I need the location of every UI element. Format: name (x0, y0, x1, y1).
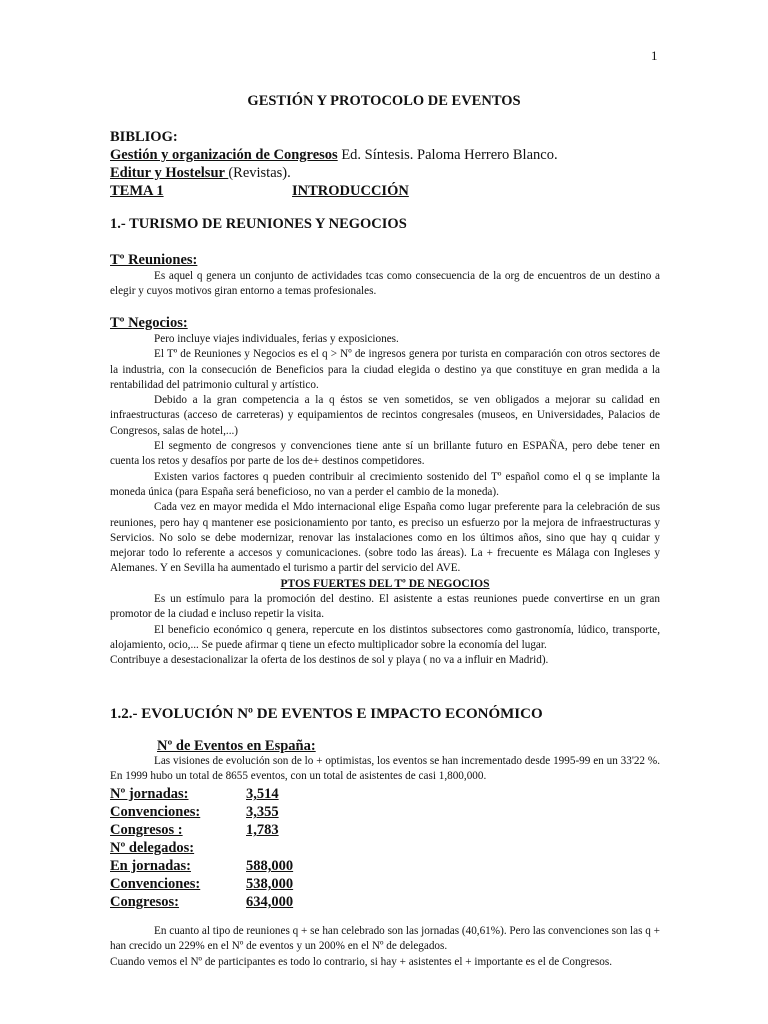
fuertes-p3: Contribuye a desestacionalizar la oferta de los destinos de sol y playa ( no va a influir en Madrid). (110, 654, 549, 667)
stats-label: Convenciones: (110, 804, 201, 820)
biblio-line-1 (110, 146, 670, 164)
stats-row (110, 875, 298, 893)
negocios-p5: Existen varios factores q pueden contribuir al crecimiento sostenido del Tº español como el q se implante la moneda única (para España será beneficioso, no van a perder el cambio de la moneda). (110, 470, 660, 498)
section1-heading: 1.- TURISMO DE REUNIONES Y NEGOCIOS (110, 216, 407, 232)
tema-row (110, 182, 670, 200)
stats-row (110, 803, 298, 821)
biblio-line-2 (110, 164, 670, 182)
biblio-magazine-title: Editur y Hostelsur (110, 165, 229, 181)
negocios-title: Tº Negocios: (110, 315, 188, 331)
biblio-book-title: Gestión y organización de Congresos (110, 147, 338, 163)
biblio-heading: BIBLIOG: (110, 129, 178, 145)
page-number: 1 (651, 48, 658, 63)
fuertes-heading: PTOS FUERTES DEL Tº DE NEGOCIOS (280, 577, 490, 590)
bibliography (110, 128, 670, 200)
stats-row (110, 857, 298, 875)
negocios-p4: El segmento de congresos y convenciones tiene ante sí un brillante futuro en ESPAÑA, pero debe tener en cuenta los retos y desafíos por parte de los de+ destinos competidores. (110, 440, 660, 468)
negocios-p1: Pero incluye viajes individuales, ferias y exposiciones. (154, 333, 399, 345)
page-title: GESTIÓN Y PROTOCOLO DE EVENTOS (247, 93, 521, 109)
events-paragraph (110, 754, 660, 785)
negocios-p2: El Tº de Reuniones y Negocios es el q > Nº de ingresos genera por turista en comparación con otros sectores de la industria, con la consecución de Beneficios para la ciudad elegida o destino ya que constituye en gran medida a la rentabilidad del patrimonio cultural y artístico. (110, 348, 660, 391)
closing-text-2: Cuando vemos el Nº de participantes es todo lo contrario, si hay + asistentes el + importante es el de Congresos. (110, 955, 613, 968)
reuniones-text: Es aquel q genera un conjunto de actividades tcas como consecuencia de la org de encuentros de un destino a elegir y cuyos motivos giran entorno a temas profesionales. (110, 270, 660, 298)
stats-row (110, 821, 298, 839)
stats-label: Nº delegados: (110, 840, 195, 856)
reuniones-title: Tº Reuniones: (110, 252, 198, 268)
section2-heading: 1.2.- EVOLUCIÓN Nº DE EVENTOS E IMPACTO ECONÓMICO (110, 706, 543, 722)
stats-value: 538,000 (246, 876, 294, 892)
negocios-p6: Cada vez en mayor medida el Mdo internacional elige España como lugar preferente para la celebración de sus reuniones, pero hay q mantener ese posicionamiento por tanto, es preciso un esfuerzo por la mejora de infraestructuras y Servicios. No solo se debe modernizar, renovar las instalaciones como en los últimos años, sino que hay q cuidar y mejorar todo lo referente a accesos y comunicaciones. (sobre todo las áreas). La + frecuente es Málaga con Ingleses y Alemanes. Y en Sevilla ha aumentado el turismo a partir del servicio del AVE. (110, 501, 660, 575)
stats-row (110, 785, 298, 803)
stats-label: Convenciones: (110, 876, 201, 892)
stats-label: Nº jornadas: (110, 786, 189, 802)
stats-value: 3,355 (246, 804, 279, 820)
reuniones-paragraph (110, 269, 660, 300)
stats-value: 634,000 (246, 894, 294, 910)
stats-value: 1,783 (246, 822, 279, 838)
stats-row (110, 839, 298, 857)
stats-value: 3,514 (246, 786, 279, 802)
stats-value: 588,000 (246, 858, 294, 874)
tema-label: TEMA 1 (110, 183, 164, 199)
events-title: Nº de Eventos en España: (157, 738, 316, 754)
negocios-p3: Debido a la gran competencia a la q éstos se ven sometidos, se ven obligados a mejorar su calidad en infraestructuras (acceso de carreteras) y equipamientos de recintos congresales (museos, en Universidades, Palacios de Congresos, salas de hotel,...) (110, 394, 660, 437)
stats-label: Congresos: (110, 894, 180, 910)
events-text: Las visiones de evolución son de lo + optimistas, los eventos se han incrementado desde 1995-99 en un 33'22 %. En 1999 hubo un total de 8655 eventos, con un total de asistentes de casi 1,800,000. (110, 755, 660, 783)
stats-label: Congresos : (110, 822, 183, 838)
intro-label: INTRODUCCIÓN (292, 183, 409, 199)
biblio-book-details: Ed. Síntesis. Paloma Herrero Blanco. (337, 147, 558, 163)
stats-label: En jornadas: (110, 858, 191, 874)
negocios-body (110, 332, 660, 669)
closing-text: En cuanto al tipo de reuniones q + se han celebrado son las jornadas (40,61%). Pero las convenciones son las q + han crecido un 229% en el Nº de eventos y un 200% en el Nº de delegados. (110, 925, 660, 953)
stats-row (110, 893, 298, 911)
biblio-magazine-details: (Revistas). (228, 165, 291, 181)
closing-paragraph (110, 924, 660, 970)
fuertes-p2: El beneficio económico q genera, repercute en los distintos subsectores como gastronomía, lúdico, transporte, alojamiento, ocio,... Se puede afirmar q tiene un efecto multiplicador sobre la economía del lugar. (110, 623, 660, 651)
stats-table (110, 785, 298, 911)
fuertes-p1: Es un estímulo para la promoción del destino. El asistente a estas reuniones puede convertirse en un gran promotor de la ciudad e incluso repetir la visita. (110, 593, 660, 621)
